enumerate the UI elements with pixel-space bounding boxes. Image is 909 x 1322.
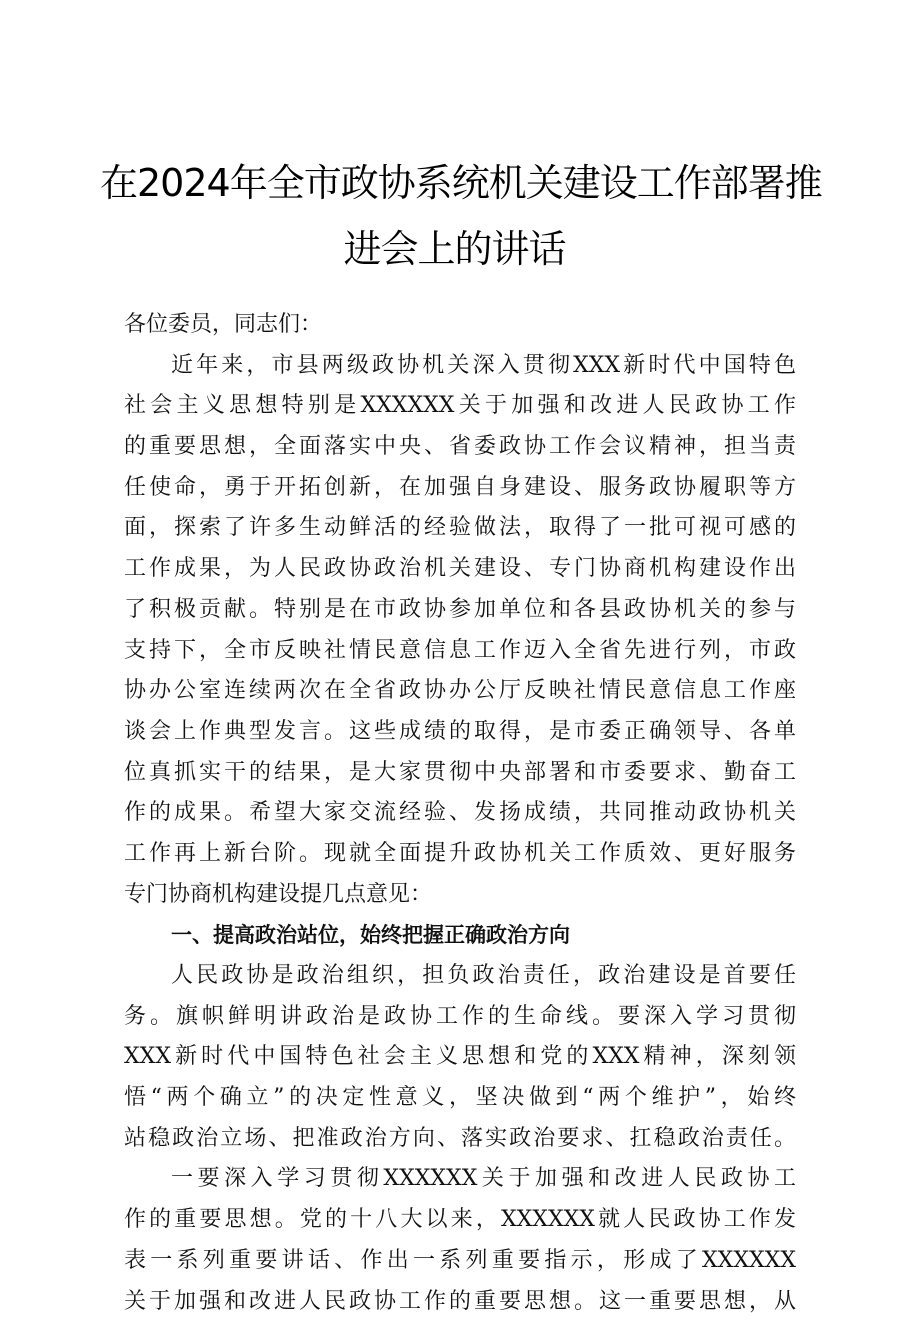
greeting: 各位委员，同志们：: [124, 305, 796, 346]
document-body: [124, 305, 796, 1322]
paragraph-line: 专门协商机构建设提几点意见：: [124, 875, 796, 916]
paragraph-line: 面，探索了许多生动鲜活的经验做法，取得了一批可视可感的: [124, 508, 796, 549]
paragraph-line: 表一系列重要讲话、作出一系列重要指示，形成了XXXXXX: [124, 1241, 796, 1282]
paragraph-line: 谈会上作典型发言。这些成绩的取得，是市委正确领导、各单: [124, 712, 796, 753]
paragraph-line: 作的重要思想。党的十八大以来，XXXXXX就人民政协工作发: [124, 1200, 796, 1241]
paragraph-line: 作的成果。希望大家交流经验、发扬成绩，共同推动政协机关: [124, 793, 796, 834]
title-line-2: 进会上的讲话: [100, 216, 809, 282]
paragraph-line: 务。旗帜鲜明讲政治是政协工作的生命线。要深入学习贯彻: [124, 997, 796, 1038]
paragraph-line: 近年来，市县两级政协机关深入贯彻XXX新时代中国特色: [124, 346, 796, 387]
paragraph-line: 站稳政治立场、把准政治方向、落实政治要求、扛稳政治责任。: [124, 1119, 796, 1160]
paragraph-line: 悟“两个确立”的决定性意义，坚决做到“两个维护”，始终: [124, 1078, 796, 1119]
paragraph-line: 工作成果，为人民政协政治机关建设、专门协商机构建设作出: [124, 549, 796, 590]
paragraph-line: 了积极贡献。特别是在市政协参加单位和各县政协机关的参与: [124, 590, 796, 631]
paragraph-line: 关于加强和改进人民政协工作的重要思想。这一重要思想，从: [124, 1282, 796, 1322]
paragraph-line: 人民政协是政治组织，担负政治责任，政治建设是首要任: [124, 956, 796, 997]
document-title: [100, 150, 809, 282]
paragraph-line: 位真抓实干的结果，是大家贯彻中央部署和市委要求、勤奋工: [124, 753, 796, 794]
paragraph-line: 支持下，全市反映社情民意信息工作迈入全省先进行列，市政: [124, 631, 796, 672]
paragraph-line: 一要深入学习贯彻XXXXXX关于加强和改进人民政协工: [124, 1159, 796, 1200]
paragraph-line: 工作再上新台阶。现就全面提升政协机关工作质效、更好服务: [124, 834, 796, 875]
paragraph-line: XXX新时代中国特色社会主义思想和党的XXX精神，深刻领: [124, 1037, 796, 1078]
section-heading: 一、提高政治站位，始终把握正确政治方向: [124, 915, 796, 956]
title-line-1: 在2024年全市政协系统机关建设工作部署推: [100, 150, 809, 216]
paragraph-line: 社会主义思想特别是XXXXXX关于加强和改进人民政协工作: [124, 386, 796, 427]
paragraph-line: 协办公室连续两次在全省政协办公厅反映社情民意信息工作座: [124, 671, 796, 712]
paragraph-line: 的重要思想，全面落实中央、省委政协工作会议精神，担当责: [124, 427, 796, 468]
paragraph-line: 任使命，勇于开拓创新，在加强自身建设、服务政协履职等方: [124, 468, 796, 509]
